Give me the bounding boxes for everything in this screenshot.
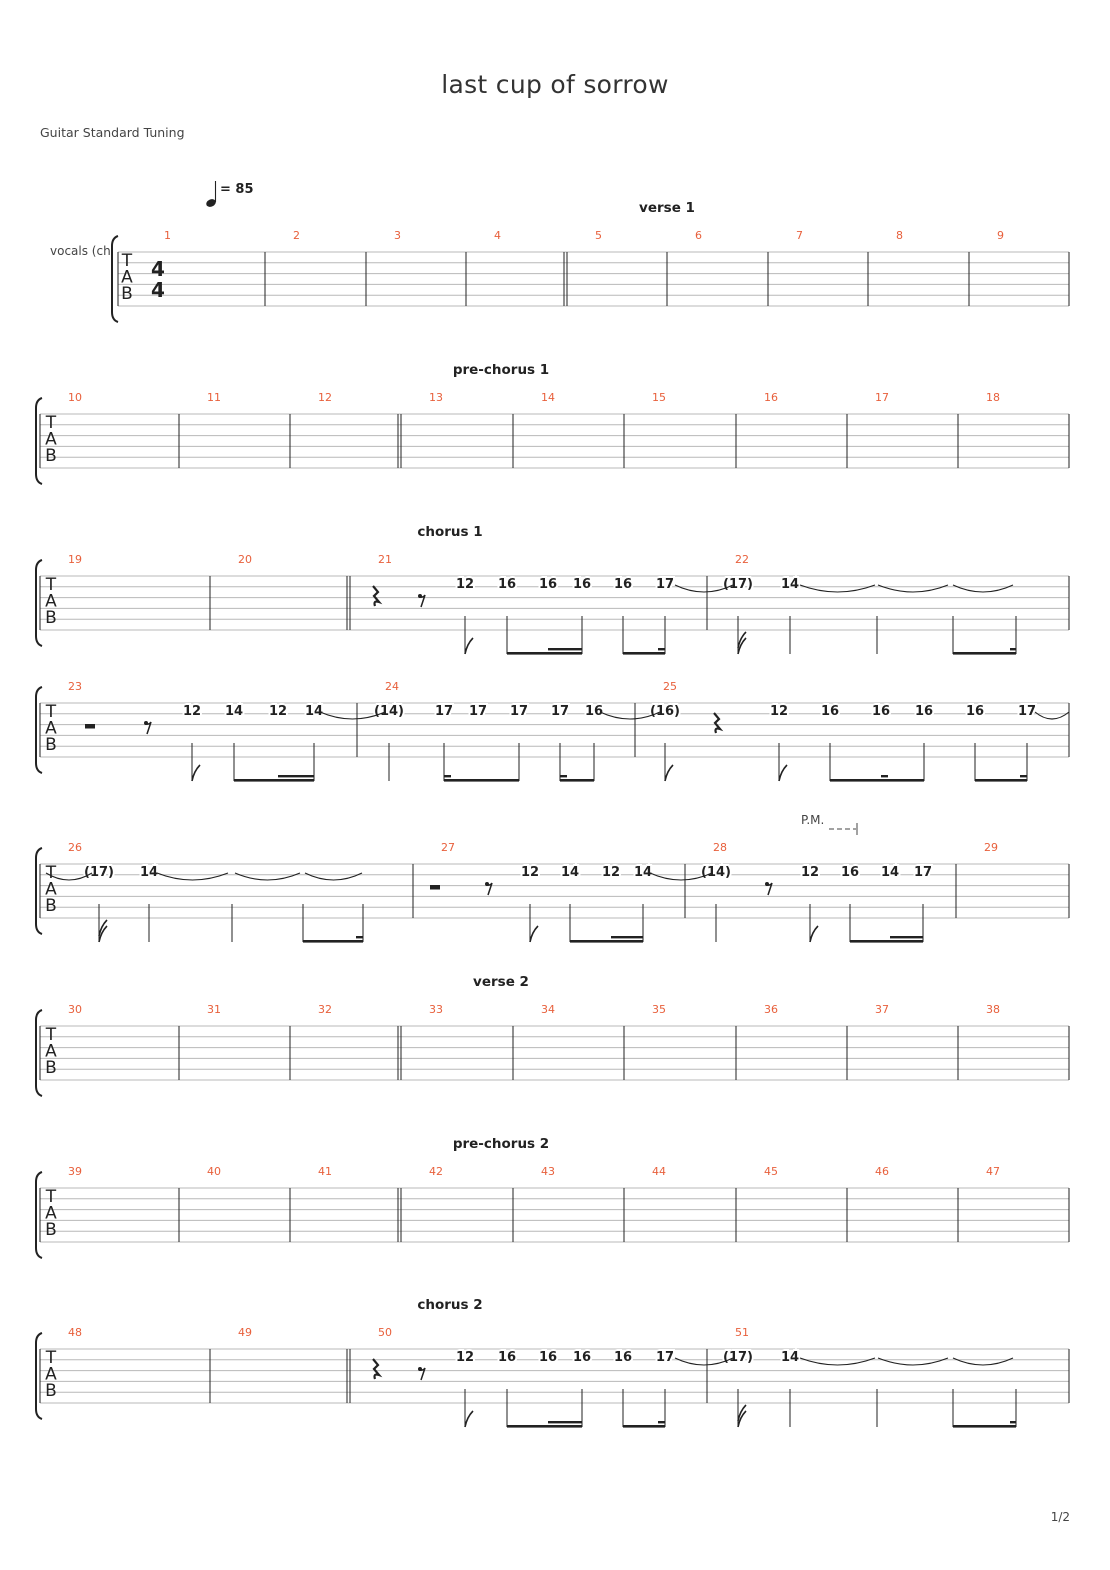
measure-number: 26 [68,841,82,854]
measure-number: 48 [68,1326,82,1339]
note-beam-16th [560,775,567,777]
measure-number: 34 [541,1003,555,1016]
fret-number: (14) [701,865,731,880]
note-beam-16th [890,936,923,938]
fret-number: 16 [584,704,604,719]
tab-clef-letter: T [45,1348,57,1368]
measure-number: 50 [378,1326,392,1339]
fret-number: 16 [538,577,558,592]
note-beam [507,1425,582,1428]
fret-number: (16) [650,704,680,719]
measure-number: 36 [764,1003,778,1016]
fret-number: 16 [914,704,934,719]
note-beam [560,779,594,782]
fret-number: 12 [520,865,540,880]
fret-number: 12 [769,704,789,719]
tab-clef-letter: A [45,1203,57,1224]
measure-number: 51 [735,1326,749,1339]
eighth-rest-stroke [419,1368,425,1380]
note-beam-16th [658,1421,665,1423]
fret-number: 14 [633,865,653,880]
staff-bracket [36,687,42,773]
staff-bracket [112,236,118,322]
measure-number: 10 [68,391,82,404]
note-beam-16th [548,648,582,650]
fret-number: 16 [613,577,633,592]
fret-number: 16 [497,577,517,592]
note-beam [444,779,519,782]
fret-number: 12 [455,1350,475,1365]
note-beam [975,779,1027,782]
staff-bracket [36,1172,42,1258]
measure-number: 2 [293,229,300,242]
note-beam-16th [1010,1421,1016,1423]
staff-bracket [36,398,42,484]
fret-number: 14 [880,865,900,880]
page-number: 1/2 [1050,1510,1070,1524]
tab-clef-letter: A [45,1364,57,1385]
fret-number: 14 [780,577,800,592]
note-flag [530,926,538,942]
fret-number: 12 [800,865,820,880]
fret-number: 16 [613,1350,633,1365]
measure-number: 1 [164,229,171,242]
tie-arc [800,1358,875,1365]
half-rest-icon [85,724,95,729]
section-label: chorus 1 [417,524,483,540]
note-beam [623,652,665,655]
note-flag [810,926,818,942]
tab-clef-letter: B [45,446,57,466]
fret-number: 14 [224,704,244,719]
note-beam-16th [356,936,363,938]
eighth-rest-stroke [145,722,151,734]
measure-number: 8 [896,229,903,242]
fret-number: 12 [182,704,202,719]
measure-number: 35 [652,1003,666,1016]
note-beam [303,940,363,943]
measure-number: 22 [735,553,749,566]
measure-number: 9 [997,229,1004,242]
quarter-rest-icon [373,586,379,606]
fret-number: (17) [723,1350,753,1365]
palm-mute-label: P.M. [801,813,825,827]
tab-clef-letter: A [45,1041,57,1062]
time-signature-denominator: 4 [151,278,165,302]
note-beam [953,652,1016,655]
fret-number: 16 [965,704,985,719]
section-label: pre-chorus 2 [452,1136,550,1152]
note-beam-16th [548,1421,582,1423]
note-beam-16th [278,775,314,777]
tab-clef-letter: T [45,702,57,722]
staff-bracket [36,1010,42,1096]
fret-number: 17 [434,704,454,719]
staff-bracket [36,1333,42,1419]
tab-clef-letter: A [45,429,57,450]
fret-number: 16 [840,865,860,880]
measure-number: 38 [986,1003,1000,1016]
measure-number: 11 [207,391,221,404]
note-flag [665,765,673,781]
measure-number: 42 [429,1165,443,1178]
fret-number: 14 [560,865,580,880]
measure-number: 7 [796,229,803,242]
fret-number: 17 [1017,704,1037,719]
tuning-label: Guitar Standard Tuning [40,125,185,140]
note-beam-16th [1010,648,1016,650]
tempo-label: = 85 [220,182,254,197]
eighth-rest-stroke [766,883,772,895]
measure-number: 25 [663,680,677,693]
tab-clef-letter: T [45,413,57,433]
eighth-rest-stroke [486,883,492,895]
fret-number: 16 [572,577,592,592]
tab-clef-letter: A [45,879,57,900]
section-label: verse 1 [639,200,695,216]
fret-number: 16 [820,704,840,719]
note-beam-16th [1020,775,1027,777]
staff-bracket [36,560,42,646]
tie-arc [953,1358,1013,1365]
fret-number: 12 [455,577,475,592]
note-beam-16th [444,775,451,777]
eighth-rest-stroke [419,595,425,607]
tab-clef-letter: A [45,591,57,612]
fret-number: 17 [509,704,529,719]
measure-number: 43 [541,1165,555,1178]
measure-number: 12 [318,391,332,404]
note-flag [465,1411,473,1427]
tab-clef-letter: T [45,575,57,595]
fret-number: 17 [655,1350,675,1365]
note-beam [830,779,924,782]
measure-number: 6 [695,229,702,242]
tab-clef-letter: B [45,1381,57,1401]
measure-number: 49 [238,1326,252,1339]
measure-number: 27 [441,841,455,854]
measure-number: 16 [764,391,778,404]
fret-number: 14 [139,865,159,880]
tie-arc [305,873,362,880]
note-beam-16th [658,648,665,650]
time-signature-numerator: 4 [151,257,165,281]
fret-number: 16 [572,1350,592,1365]
measure-number: 31 [207,1003,221,1016]
song-title: last cup of sorrow [441,70,669,99]
fret-number: 14 [304,704,324,719]
measure-number: 20 [238,553,252,566]
note-flag [779,765,787,781]
measure-number: 46 [875,1165,889,1178]
tab-clef-letter: B [45,896,57,916]
track-label: vocals (ch [50,244,111,258]
tab-clef-letter: A [121,267,133,288]
quarter-rest-icon [373,1359,379,1379]
measure-number: 4 [494,229,501,242]
measure-number: 23 [68,680,82,693]
note-beam [623,1425,665,1428]
fret-number: 12 [601,865,621,880]
measure-number: 21 [378,553,392,566]
measure-number: 33 [429,1003,443,1016]
note-beam [234,779,314,782]
tab-clef-letter: B [121,284,133,304]
measure-number: 17 [875,391,889,404]
note-beam [507,652,582,655]
measure-number: 39 [68,1165,82,1178]
fret-number: 14 [780,1350,800,1365]
tab-clef-letter: A [45,718,57,739]
measure-number: 41 [318,1165,332,1178]
measure-number: 13 [429,391,443,404]
fret-number: 16 [497,1350,517,1365]
section-label: verse 2 [473,974,529,990]
tab-clef-letter: T [121,251,133,271]
measure-number: 32 [318,1003,332,1016]
tab-clef-letter: B [45,1220,57,1240]
measure-number: 28 [713,841,727,854]
measure-number: 18 [986,391,1000,404]
tab-clef-letter: T [45,1187,57,1207]
tie-arc [878,1358,948,1365]
measure-number: 45 [764,1165,778,1178]
fret-number: 16 [871,704,891,719]
measure-number: 14 [541,391,555,404]
fret-number: (17) [84,865,114,880]
note-flag [465,638,473,654]
measure-number: 3 [394,229,401,242]
measure-number: 47 [986,1165,1000,1178]
fret-number: 17 [913,865,933,880]
measure-number: 29 [984,841,998,854]
fret-number: 17 [655,577,675,592]
staff-bracket [36,848,42,934]
measure-number: 30 [68,1003,82,1016]
measure-number: 15 [652,391,666,404]
fret-number: 17 [550,704,570,719]
section-label: pre-chorus 1 [452,362,550,378]
quarter-rest-icon [714,713,720,733]
fret-number: 12 [268,704,288,719]
tab-clef-letter: T [45,863,57,883]
measure-number: 24 [385,680,399,693]
fret-number: (17) [723,577,753,592]
tab-clef-letter: B [45,608,57,628]
note-beam [570,940,643,943]
tie-arc [800,585,875,592]
tab-clef-letter: T [45,1025,57,1045]
tie-arc [1035,712,1069,719]
note-beam [850,940,923,943]
measure-number: 37 [875,1003,889,1016]
tie-arc [878,585,948,592]
fret-number: 16 [538,1350,558,1365]
fret-number: 17 [468,704,488,719]
note-beam [953,1425,1016,1428]
section-label: chorus 2 [417,1297,483,1313]
note-flag [192,765,200,781]
tab-clef-letter: B [45,1058,57,1078]
tie-arc [157,873,228,880]
measure-number: 19 [68,553,82,566]
note-beam-16th [611,936,643,938]
measure-number: 5 [595,229,602,242]
fret-number: (14) [374,704,404,719]
note-beam-16th [881,775,888,777]
tab-clef-letter: B [45,735,57,755]
measure-number: 40 [207,1165,221,1178]
measure-number: 44 [652,1165,666,1178]
half-rest-icon [430,885,440,890]
tie-arc [953,585,1013,592]
tie-arc [235,873,300,880]
